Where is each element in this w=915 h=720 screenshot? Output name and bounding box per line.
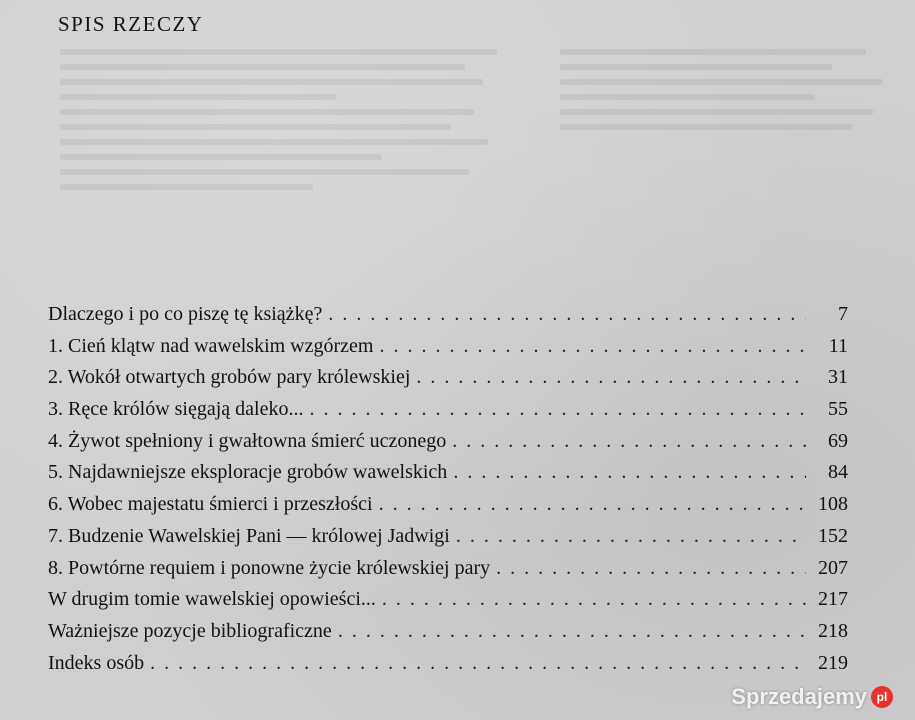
- toc-entry-title: 8. Powtórne requiem i ponowne życie królewskiej pary: [48, 556, 491, 579]
- toc-entry-title: 6. Wobec majestatu śmierci i przeszłości: [48, 493, 373, 516]
- toc-dot-leader: [456, 525, 806, 548]
- watermark-text: Sprzedajemy: [731, 684, 867, 709]
- toc-dot-leader: [338, 620, 806, 643]
- toc-dot-leader: [379, 335, 806, 358]
- toc-entry-page-number: 7: [838, 303, 848, 325]
- toc-entry: [48, 557, 848, 589]
- toc-entry-page-number: 84: [828, 461, 848, 484]
- toc-dot-leader: [452, 430, 806, 453]
- toc-entry-page-number: 152: [818, 524, 848, 547]
- toc-entry-page-number: 31: [828, 366, 848, 389]
- toc-entry-title: 1. Cień klątw nad wawelskim wzgórzem: [48, 334, 374, 357]
- toc-dot-leader: [453, 461, 806, 484]
- toc-dot-leader: [382, 588, 806, 611]
- watermark-badge-icon: pl: [871, 686, 893, 708]
- toc-entry: [48, 366, 848, 398]
- toc-dot-leader: [496, 557, 806, 580]
- toc-entry: [48, 588, 848, 620]
- toc-entry-title: Indeks osób: [48, 651, 145, 674]
- show-through-left: [60, 40, 520, 199]
- toc-entry-title: 7. Budzenie Wawelskiej Pani — królowej Jadwigi: [48, 524, 450, 547]
- toc-entry-page-number: 108: [818, 493, 848, 516]
- toc-entry: [48, 335, 848, 367]
- toc-entry-page-number: 218: [818, 619, 848, 642]
- toc-entry: [48, 525, 848, 557]
- toc-entry: [48, 430, 848, 462]
- toc-entry-title: 2. Wokół otwartych grobów pary królewskiej: [48, 366, 411, 389]
- toc-entry-title: W drugim tomie wawelskiej opowieści...: [48, 588, 376, 611]
- toc-entry-title: 5. Najdawniejsze eksploracje grobów wawelskich: [48, 461, 448, 484]
- toc-entry-page-number: 217: [818, 588, 848, 611]
- toc-entry-page-number: 11: [828, 334, 848, 357]
- toc-entry-page-number: 55: [828, 398, 848, 421]
- toc-dot-leader: [416, 366, 806, 389]
- toc-entry-page-number: 219: [818, 651, 848, 674]
- toc-entry-page-number: 69: [828, 429, 848, 452]
- toc-dot-leader: [309, 398, 806, 421]
- toc-entry-title: Ważniejsze pozycje bibliograficzne: [48, 619, 332, 642]
- toc-entry-title: Dlaczego i po co piszę tę książkę?: [48, 303, 323, 325]
- toc-entry: [48, 493, 848, 525]
- toc-entry: [48, 303, 848, 335]
- table-of-contents: [48, 303, 848, 683]
- toc-dot-leader: [150, 652, 806, 675]
- toc-entry: [48, 461, 848, 493]
- toc-dot-leader: [328, 303, 806, 326]
- show-through-right: [560, 40, 900, 139]
- page-title: SPIS RZECZY: [58, 12, 204, 36]
- watermark: [731, 684, 893, 710]
- toc-entry-title: 4. Żywot spełniony i gwałtowna śmierć uczonego: [48, 429, 447, 452]
- toc-entry: [48, 398, 848, 430]
- toc-entry: [48, 652, 848, 684]
- toc-entry: [48, 620, 848, 652]
- toc-dot-leader: [379, 493, 806, 516]
- toc-entry-title: 3. Ręce królów sięgają daleko...: [48, 398, 304, 421]
- toc-entry-page-number: 207: [818, 556, 848, 579]
